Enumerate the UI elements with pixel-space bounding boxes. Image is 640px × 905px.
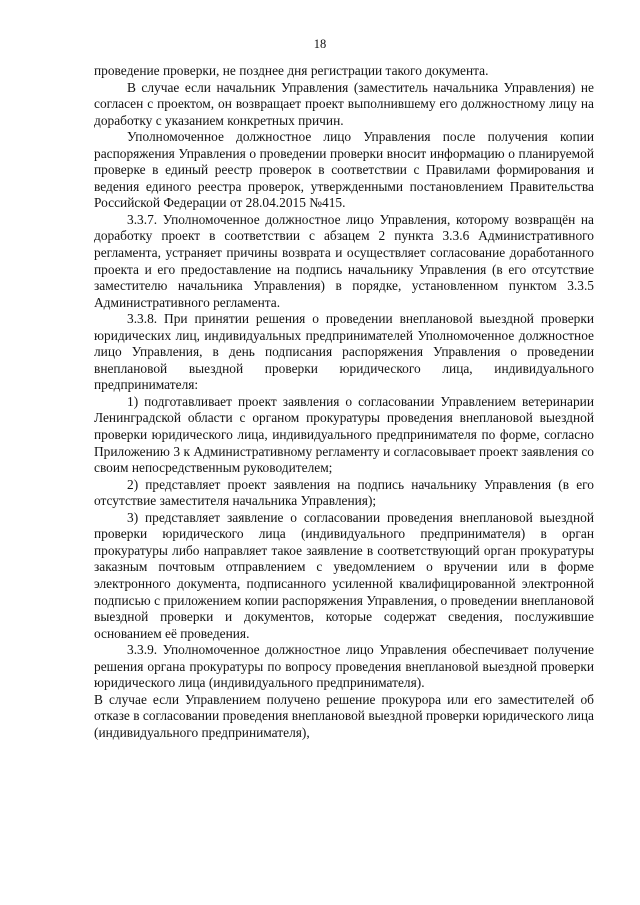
document-body xyxy=(94,63,594,741)
paragraph-register-inspection: Уполномоченное должностное лицо Управления после получения копии распоряжения Управления о проведении проверки вносит информацию о планируемой проверке в единый реестр проверок в соответствии с Правилами формирования и ведения единого реестра проверок, утвержденными постановлением Правительства Российской Федерации от 28.04.2015 №415. xyxy=(94,129,594,211)
page-number: 18 xyxy=(313,37,327,51)
list-item-2: 2) представляет проект заявления на подпись начальнику Управления (в его отсутствие заместителя начальника Управления); xyxy=(94,476,594,509)
list-item-1: 1) подготавливает проект заявления о согласовании Управлением ветеринарии Ленинградской области с органом прокуратуры проведения внеплановой выездной проверки юридического лица, индивидуального предпринимателя по форме, согласно Приложению 3 к Административному регламенту и согласовывает проект заявления со своим непосредственным руководителем; xyxy=(94,393,594,476)
list-item-3: 3) представляет заявление о согласовании проведения внеплановой выездной проверки юридического лица (индивидуального предпринимателя) в орган прокуратуры либо направляет такое заявление в соответствующий орган прокуратуры заказным почтовым отправлением с уведомлением о вручении или в форме электронного документа, подписанного усиленной квалифицированной электронной подписью с приложением копии распоряжения Управления, о проведении внеплановой выездной проверки и документов, которые содержат сведения, послужившие основанием её проведения. xyxy=(94,509,594,641)
paragraph-3-3-9: 3.3.9. Уполномоченное должностное лицо Управления обеспечивает получение решения органа прокуратуры по вопросу проведения внеплановой выездной проверки юридического лица (индивидуального предпринимателя). xyxy=(94,642,594,691)
paragraph-continuation: проведение проверки, не позднее дня регистрации такого документа. xyxy=(94,63,489,78)
paragraph-3-3-8: 3.3.8. При принятии решения о проведении внеплановой выездной проверки юридических лиц, индивидуальных предпринимателей Уполномоченное должностное лицо Управления, в день подписания распоряжения Управления о проведении внеплановой выездной проверки юридического лица, индивидуального предпринимателя: xyxy=(94,311,594,393)
paragraph-refusal-case: В случае если Управлением получено решение прокурора или его заместителей об отказе в согласовании проведения внеплановой выездной проверки юридического лица (индивидуального предпринимателя), xyxy=(94,691,594,740)
paragraph-3-3-7: 3.3.7. Уполномоченное должностное лицо Управления, которому возвращён на доработку проект в соответствии с абзацем 2 пункта 3.3.6 Административного регламента, устраняет причины возврата и осуществляет согласование доработанного проекта и его предоставление на подпись начальнику Управления (в его отсутствие заместителю начальника Управления) в порядке, установленном пунктом 3.3.5 Административного регламента. xyxy=(94,211,594,310)
paragraph-return-project: В случае если начальник Управления (заместитель начальника Управления) не согласен с проектом, он возвращает проект выполнившему его должностному лицу на доработку с указанием конкретных причин. xyxy=(94,79,594,128)
